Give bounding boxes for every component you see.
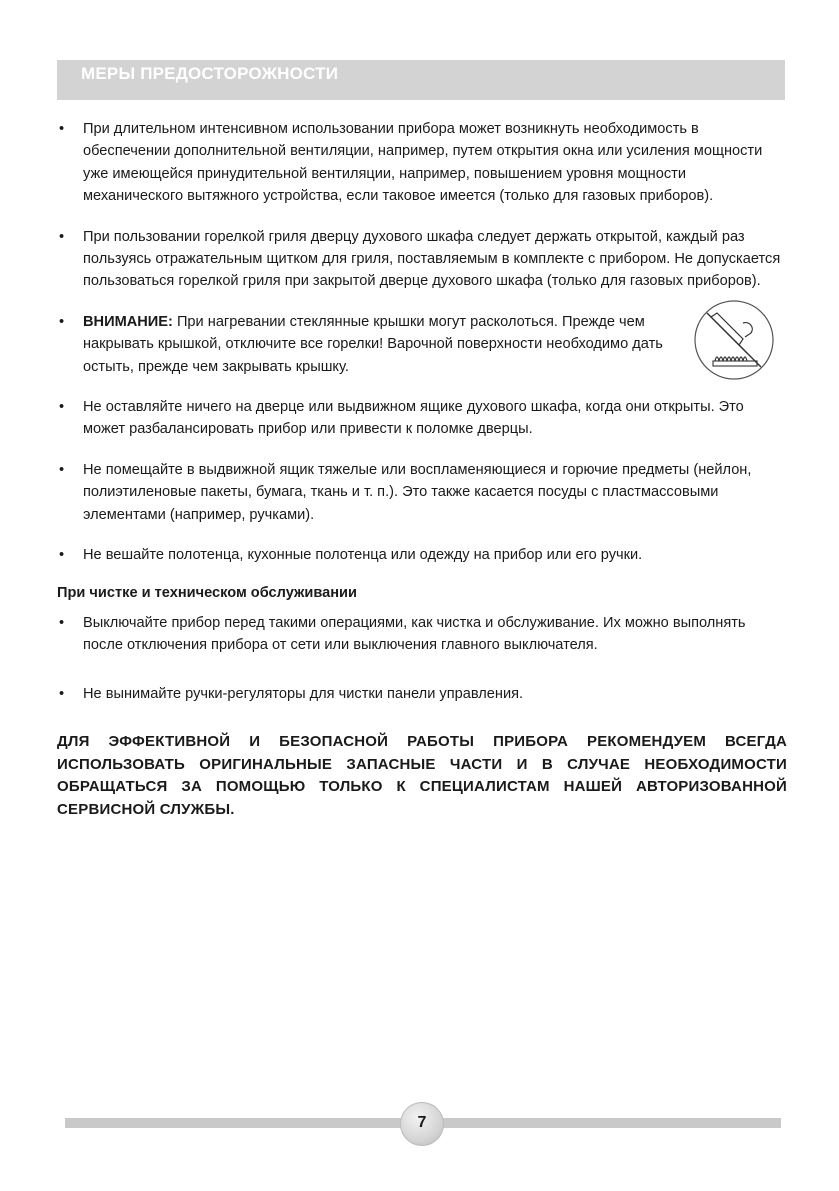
warning-label: ВНИМАНИЕ:	[83, 313, 173, 330]
list-item-warning	[57, 311, 787, 378]
list-item-text: Не помещайте в выдвижной ящик тяжелые или воспламеняющиеся и горючие предметы (нейлон, полиэтиленовые пакеты, бумага, ткань и т. п.). Это также касается посуды с пластмассовыми элементами (например, ручками).	[83, 461, 752, 523]
section-header	[57, 60, 785, 100]
no-lid-on-lit-burner-icon	[693, 299, 775, 381]
bullet-marker: •	[59, 313, 65, 330]
cleaning-heading: При чистке и техническом обслуживании	[57, 584, 358, 601]
list-item-text: Выключайте прибор перед такими операциями, как чистка и обслуживание. Их можно выполнять после отключения прибора от сети или выключения главного выключателя.	[83, 614, 746, 654]
list-item-switch-off	[57, 612, 787, 657]
bullet-marker: •	[59, 399, 65, 416]
list-item-door	[57, 396, 787, 441]
list-item-text: Не вешайте полотенца, кухонные полотенца или одежду на прибор или его ручки.	[83, 547, 643, 564]
list-item-text: Не оставляйте ничего на дверце или выдвижном ящике духового шкафа, когда они открыты. Это может разбалансировать прибор или привести к поломке дверцы.	[83, 399, 744, 438]
section-title: МЕРЫ ПРЕДОСТОРОЖНОСТИ	[81, 64, 339, 83]
bullet-marker: •	[59, 547, 65, 564]
list-item-text: При длительном интенсивном использовании прибора может возникнуть необходимость в обеспечении дополнительной вентиляции, например, путем открытия окна или усиления мощности уже имеющейся принудительной вентиляции, например, повышением уровня мощности механического вытяжного устройства, если таковое имеется (только для газовых приборов).	[83, 121, 763, 205]
precautions-content	[57, 118, 787, 822]
bullet-marker: •	[59, 228, 65, 245]
list-item-text: При пользовании горелкой гриля дверцу духового шкафа следует держать открытой, каждый раз пользуясь отражательным щитком для гриля, поставляемым в комплекте с прибором. Не допускается пользоваться горелкой гриля при закрытой дверце духового шкафа (только для газовых приборов).	[83, 228, 781, 290]
bullet-marker: •	[59, 685, 65, 702]
list-item-towels	[57, 544, 787, 566]
warning-text: При нагревании стеклянные крышки могут расколоться. Прежде чем накрывать крышкой, отключите все горелки! Варочной поверхности необходимо дать остыть, прежде чем закрывать крышку.	[83, 313, 663, 375]
list-item-grill	[57, 226, 787, 293]
page-number-badge	[400, 1102, 444, 1146]
list-item-ventilation	[57, 118, 787, 208]
list-item-knobs	[57, 683, 787, 705]
bullet-marker: •	[59, 614, 65, 631]
page-number: 7	[417, 1114, 427, 1131]
service-recommendation: ДЛЯ ЭФФЕКТИВНОЙ И БЕЗОПАСНОЙ РАБОТЫ ПРИБОРА РЕКОМЕНДУЕМ ВСЕГДА ИСПОЛЬЗОВАТЬ ОРИГИНАЛЬНЫЕ ЗАПАСНЫЕ ЧАСТИ И В СЛУЧАЕ НЕОБХОДИМОСТИ ОБРАЩАТЬСЯ ЗА ПОМОЩЬЮ ТОЛЬКО К СПЕЦИАЛИСТАМ НАШЕЙ АВТОРИЗОВАННОЙ СЕРВИСНОЙ СЛУЖБЫ.	[57, 733, 787, 818]
list-item-drawer	[57, 459, 787, 526]
list-item-text: Не вынимайте ручки-регуляторы для чистки панели управления.	[83, 685, 524, 702]
bullet-marker: •	[59, 121, 65, 137]
bullet-marker: •	[59, 461, 65, 478]
